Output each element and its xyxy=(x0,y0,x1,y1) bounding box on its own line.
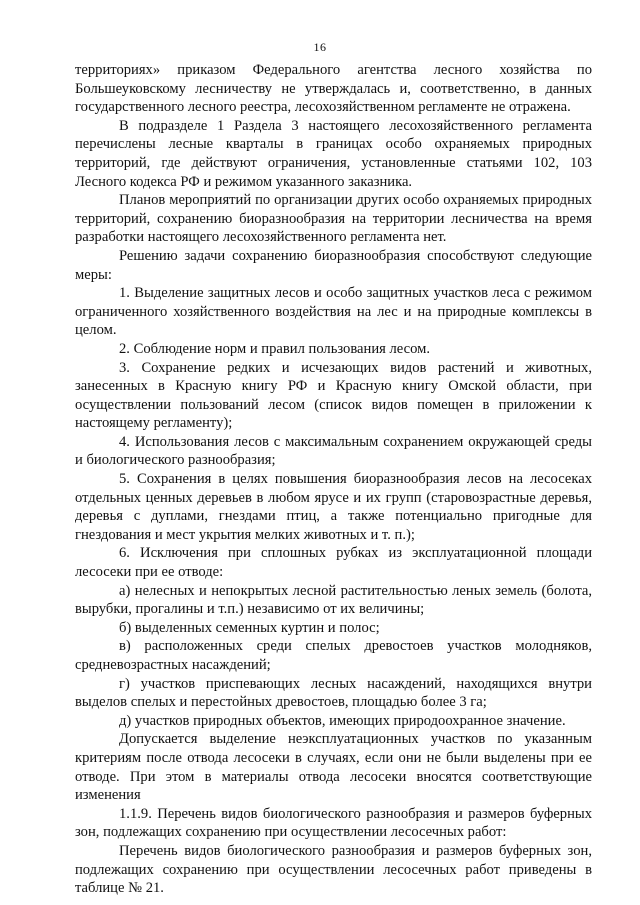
list-item-4: 4. Использования лесов с максимальным сохранением окружающей среды и биологического разнообразия; xyxy=(75,433,592,469)
sub-item-v: в) расположенных среди спелых древостоев участков молодняков, средневозрастных насаждений; xyxy=(75,638,592,673)
paragraph-continuation: территориях» приказом Федерального агентства лесного хозяйства по Большеуковскому лесничеству не утверждалась и, соответственно, в данных государственного лесного реестра, лесохозяйственном регламенте не отражена. xyxy=(75,62,592,116)
list-item-5: 5. Сохранения в целях повышения биоразнообразия лесов на лесосеках отдельных ценных деревьев в любом ярусе и их групп (старовозрастные деревья, деревья с дуплами, гнездами птиц, а также потенциально пригодные для гнездования и мест укрытия мелких животных и т. п.); xyxy=(75,471,592,543)
paragraph-allowance: Допускается выделение неэксплуатационных участков по указанным критериям после отвода лесосеки в случаях, если они не были выделены при ее отводе. При этом в материалы отвода лесосеки вносятся соответствующие изменения xyxy=(75,731,592,804)
sub-item-d: д) участков природных объектов, имеющих природоохранное значение. xyxy=(119,712,566,729)
document-body xyxy=(75,61,592,898)
page-number: 16 xyxy=(313,40,327,54)
section-heading-1-1-9: 1.1.9. Перечень видов биологического разнообразия и размеров буферных зон, подлежащих сохранению при осуществлении лесосечных работ: xyxy=(75,805,592,841)
sub-item-a: а) нелесных и непокрытых лесной растительностью леных земель (болота, вырубки, прогалины и т.п.) независимо от их величины; xyxy=(75,582,592,618)
list-item-3: 3. Сохранение редких и исчезающих видов растений и животных, занесенных в Красную книгу РФ и Красную книгу Омской области, при осуществлении пользований лесом (список видов помещен в приложении к настоящему регламенту); xyxy=(75,359,592,432)
list-item-6: 6. Исключения при сплошных рубках из эксплуатационной площади лесосеки при ее отводе: xyxy=(75,545,592,581)
list-item-2: 2. Соблюдение норм и правил пользования лесом. xyxy=(119,340,431,357)
list-item-1: 1. Выделение защитных лесов и особо защитных участков леса с режимом ограниченного хозяйственного воздействия на лес и на природные комплексы в целом. xyxy=(75,285,592,339)
paragraph-plans: Планов мероприятий по организации других особо охраняемых природных территорий, сохранению биоразнообразия на территории лесничества на время разработки настоящего лесохозяйственного регламента нет. xyxy=(75,192,592,246)
paragraph-measures-intro: Решению задачи сохранению биоразнообразия способствуют следующие меры: xyxy=(75,247,592,283)
paragraph-table-reference: Перечень видов биологического разнообразия и размеров буферных зон, подлежащих сохранению при осуществлении лесосечных работ приведены в таблице № 21. xyxy=(75,842,592,897)
paragraph-forest-quarters: В подразделе 1 Раздела 3 настоящего лесохозяйственного регламента перечислены лесные кварталы в границах особо охраняемых природных территорий, где действуют ограничения, установленные статьями 102, 103 Лесного кодекса РФ и режимом указанного заказника. xyxy=(75,117,592,190)
sub-item-g: г) участков приспевающих лесных насаждений, находящихся внутри выделов спелых и перестойных древостоев, площадью более 3 га; xyxy=(75,675,592,711)
sub-item-b: б) выделенных семенных куртин и полос; xyxy=(119,619,380,636)
